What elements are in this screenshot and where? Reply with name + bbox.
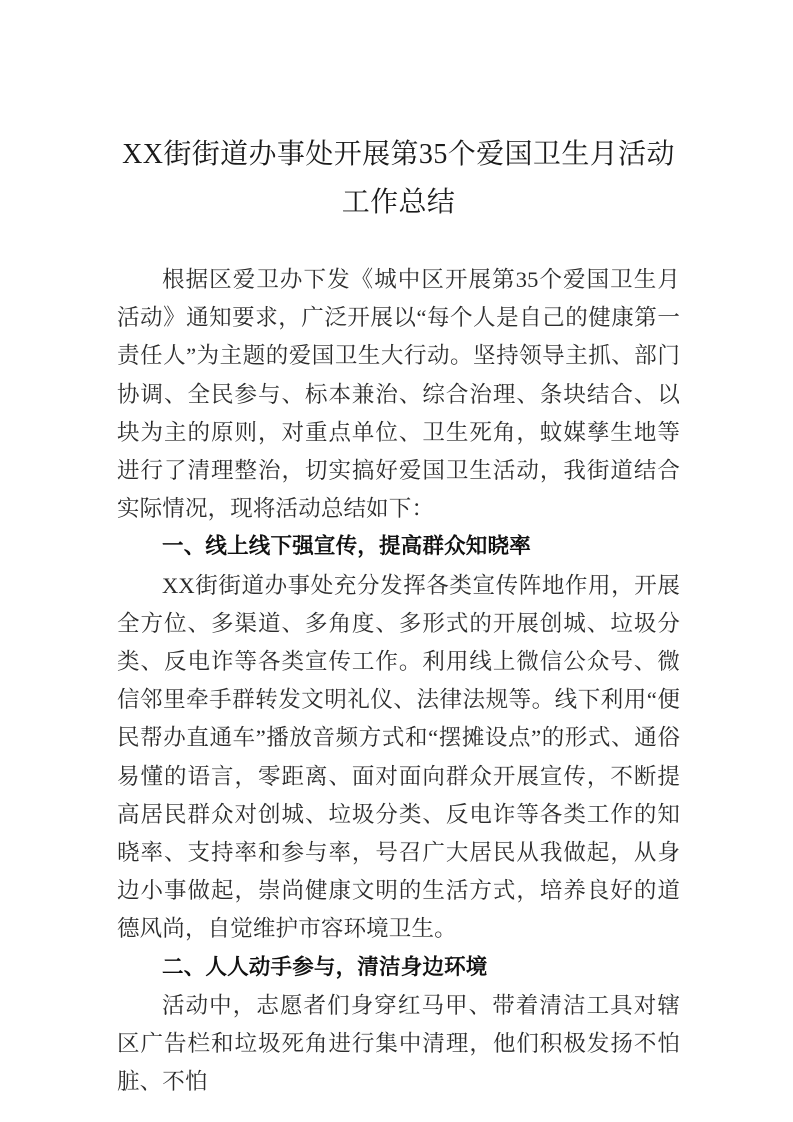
document-content [117, 261, 680, 1101]
section-heading: 二、人人动手参与，清洁身边环境 [162, 954, 488, 980]
document-title: XX街街道办事处开展第35个爱国卫生月活动工作总结 [122, 139, 675, 218]
body-paragraph: 根据区爱卫办下发《城中区开展第35个爱国卫生月活动》通知要求，广泛开展以“每个人是自己的健康第一责任人”为主题的爱国卫生大行动。坚持领导主抓、部门协调、全民参与、标本兼治、综合治理、条块结合、以块为主的原则，对重点单位、卫生死角，蚊媒孳生地等进行了清理整治，切实搞好爱国卫生活动，我街道结合实际情况，现将活动总结如下： [117, 267, 680, 522]
body-paragraph: 活动中，志愿者们身穿红马甲、带着清洁工具对辖区广告栏和垃圾死角进行集中清理，他们积极发扬不怕脏、不怕 [117, 992, 680, 1095]
document-body [117, 131, 680, 1101]
title-spacer [117, 227, 680, 261]
body-paragraph: XX街街道办事处充分发挥各类宣传阵地作用，开展全方位、多渠道、多角度、多形式的开展创城、垃圾分类、反电诈等各类宣传工作。利用线上微信公众号、微信邻里牵手群转发文明礼仪、法律法规等。线下利用“便民帮办直通车”播放音频方式和“摆摊设点”的形式、通俗易懂的语言，零距离、面对面向群众开展宣传，不断提高居民群众对创城、垃圾分类、反电诈等各类工作的知晓率、支持率和参与率，号召广大居民从我做起，从身边小事做起，崇尚健康文明的生活方式，培养良好的道德风尚，自觉维护市容环境卫生。 [117, 572, 680, 942]
section-heading: 一、线上线下强宣传，提高群众知晓率 [162, 534, 531, 560]
